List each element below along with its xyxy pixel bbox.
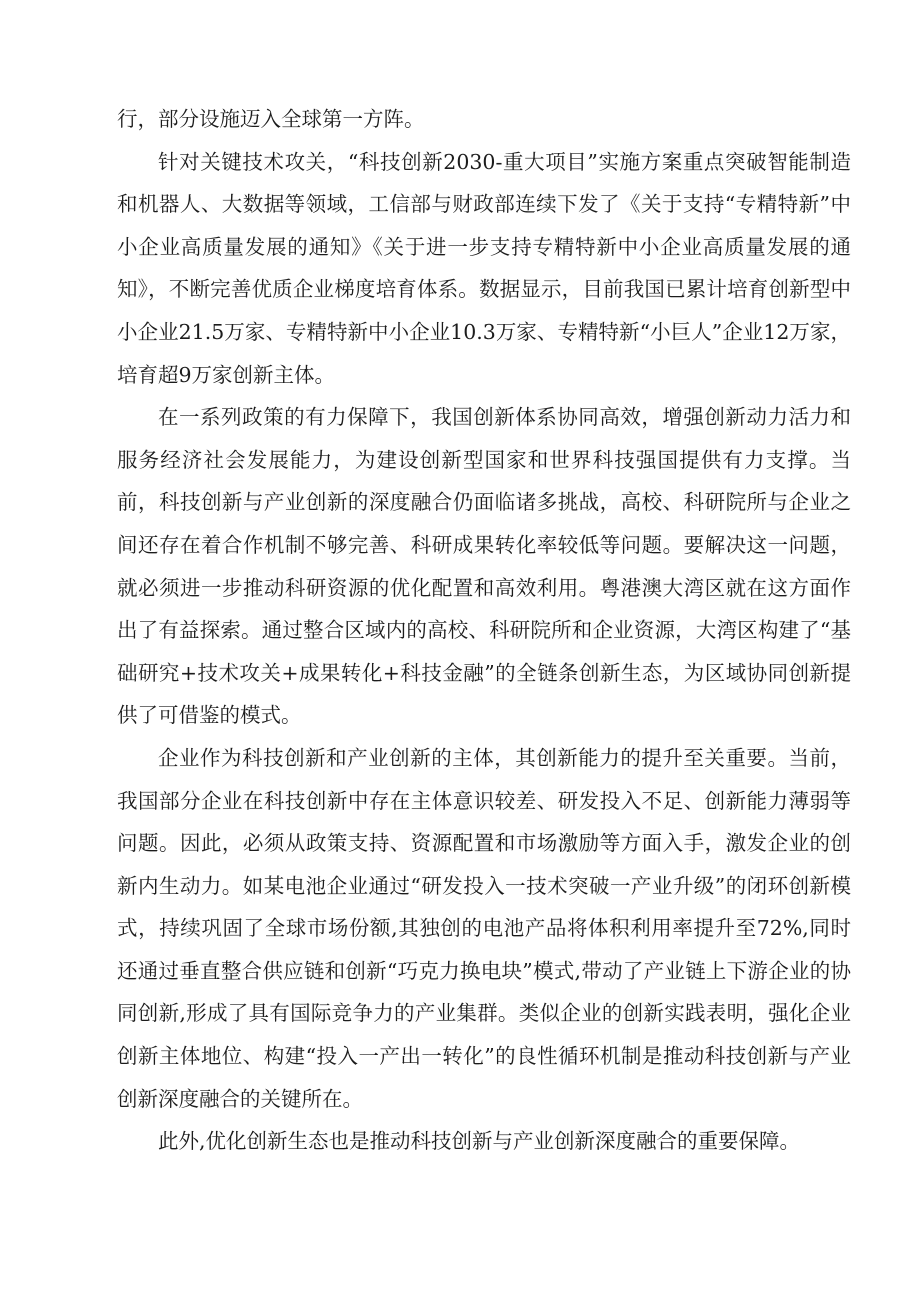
document-body (117, 98, 851, 1163)
paragraph-5: 此外,优化创新生态也是推动科技创新与产业创新深度融合的重要保障。 (158, 1129, 801, 1154)
paragraph-4: 企业作为科技创新和产业创新的主体，其创新能力的提升至关重要。当前，我国部分企业在科技创新中存在主体意识较差、研发投入不足、创新能力薄弱等问题。因此，必须从政策支持、资源配置和市场激励等方面入手，激发企业的创新内生动力。如某电池企业通过“研发投入一技术突破一产业升级”的闭环创新模式，持续巩固了全球市场份额,其独创的电池产品将体积利用率提升至72%,同时还通过垂直整合供应链和创新“巧克力换电块”模式,带动了产业链上下游企业的协同创新,形成了具有国际竞争力的产业集群。类似企业的创新实践表明，强化企业创新主体地位、构建“投入一产出一转化”的良性循环机制是推动科技创新与产业创新深度融合的关键所在。 (117, 745, 851, 1111)
paragraph-1: 行，部分设施迈入全球第一方阵。 (117, 107, 425, 131)
paragraph-3: 在一系列政策的有力保障下，我国创新体系协同高效，增强创新动力活力和服务经济社会发展能力，为建设创新型国家和世界科技强国提供有力支撑。当前，科技创新与产业创新的深度融合仍面临诸多挑战，高校、科研院所与企业之间还存在着合作机制不够完善、科研成果转化率较低等问题。要解决这一问题，就必须进一步推动科研资源的优化配置和高效利用。粤港澳大湾区就在这方面作出了有益探索。通过整合区域内的高校、科研院所和企业资源，大湾区构建了“基础研究+技术攻关+成果转化+科技金融”的全链条创新生态，为区域协同创新提供了可借鉴的模式。 (117, 405, 851, 728)
paragraph-2: 针对关键技术攻关，“科技创新2030-重大项目”实施方案重点突破智能制造和机器人、大数据等领域，工信部与财政部连续下发了《关于支持“专精特新”中小企业高质量发展的通知》《关于进一步支持专精特新中小企业高质量发展的通知》，不断完善优质企业梯度培育体系。数据显示，目前我国已累计培育创新型中小企业21.5万家、专精特新中小企业10.3万家、专精特新“小巨人”企业12万家，培育超9万家创新主体。 (117, 149, 851, 387)
